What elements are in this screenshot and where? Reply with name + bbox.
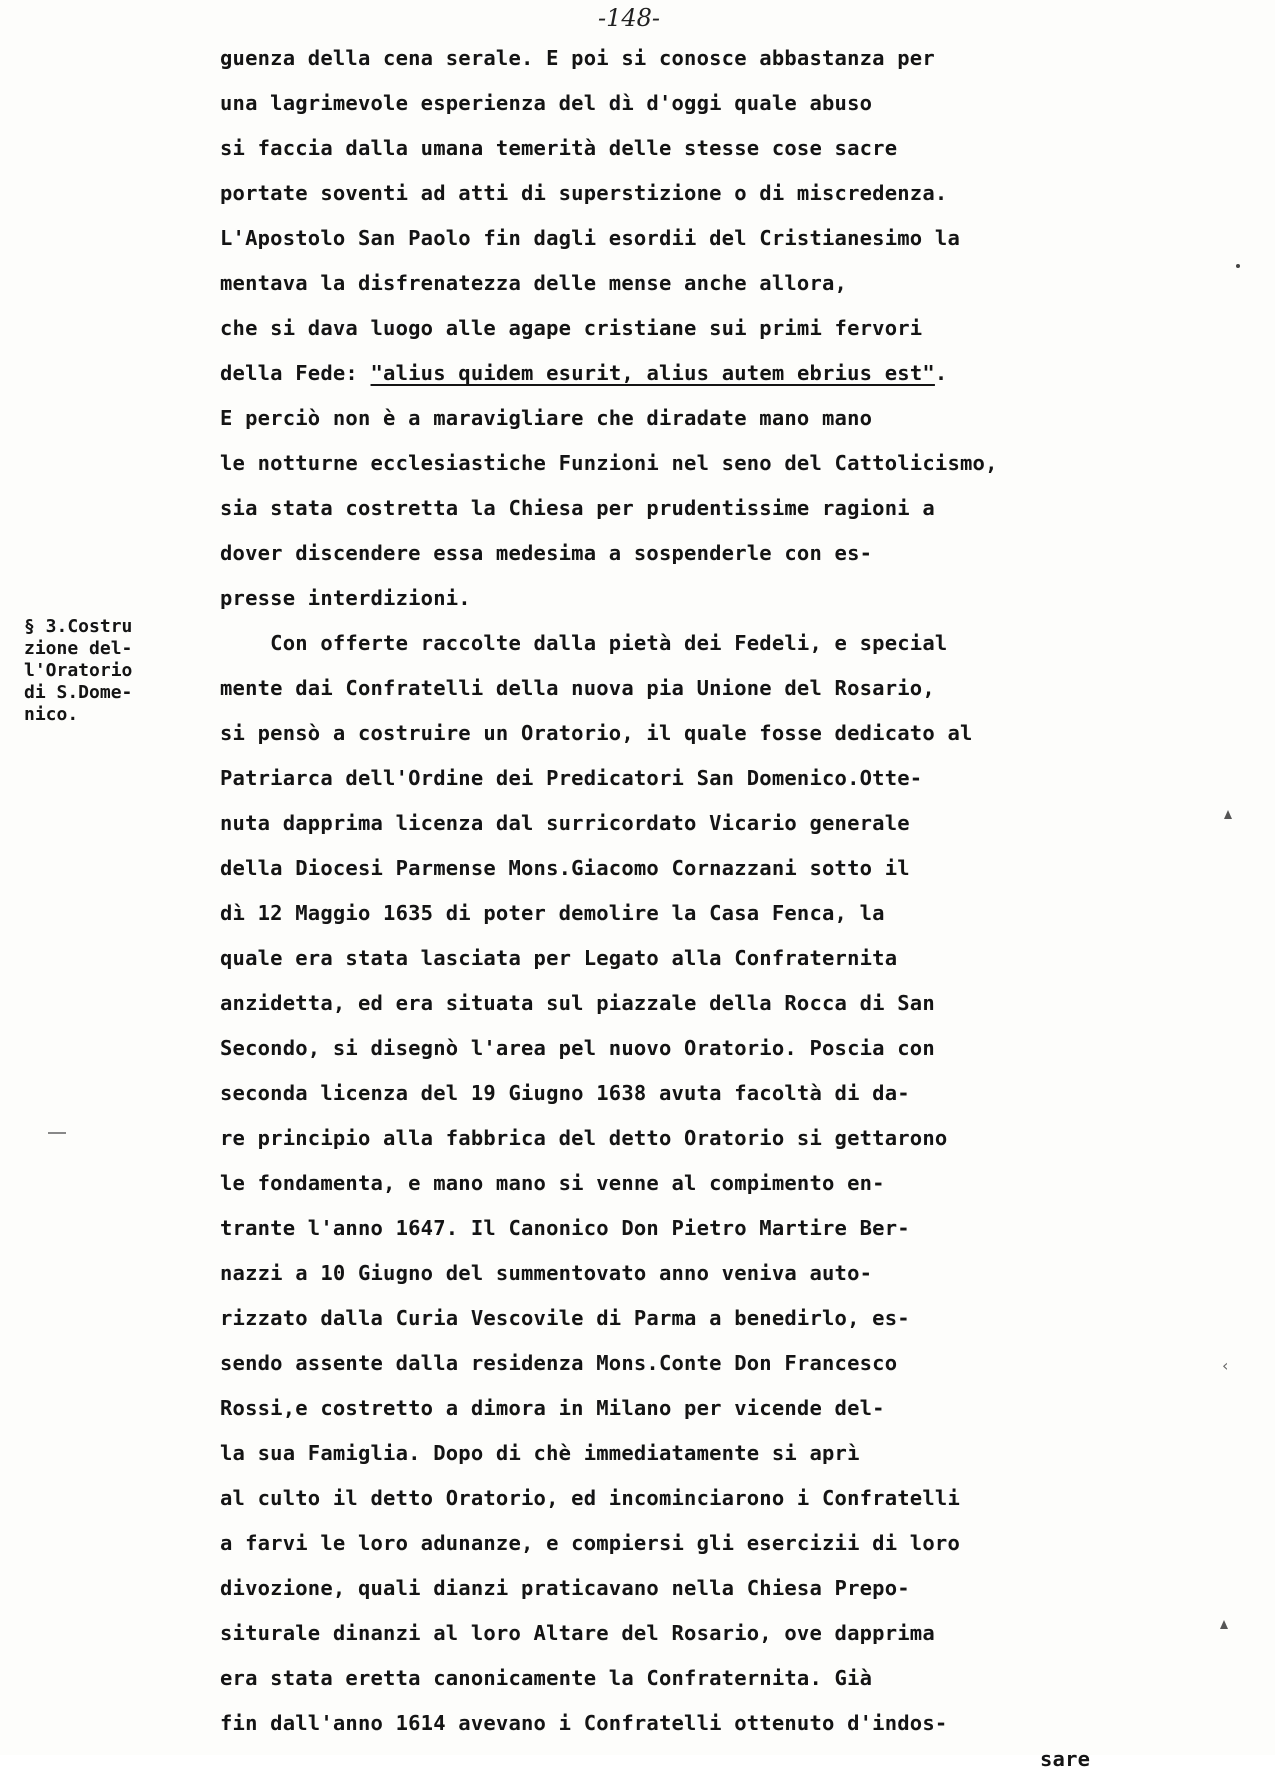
text-line: divozione, quali dianzi praticavano nella Chiesa Prepo-: [220, 1576, 910, 1600]
text-line: era stata eretta canonicamente la Confraternita. Già: [220, 1666, 873, 1690]
text-line: le fondamenta, e mano mano si venne al compimento en-: [220, 1171, 885, 1195]
page-number: -148-: [598, 4, 661, 32]
text-line: le notturne ecclesiastiche Funzioni nel seno del Cattolicismo,: [220, 451, 998, 475]
text-line: seconda licenza del 19 Giugno 1638 avuta facoltà di da-: [220, 1081, 910, 1105]
margin-note-line: l'Oratorio: [24, 660, 133, 681]
text-line: Rossi,e costretto a dimora in Milano per vicende del-: [220, 1396, 885, 1420]
text-line: presse interdizioni.: [220, 586, 471, 610]
text-line: nuta dapprima licenza dal surricordato Vicario generale: [220, 811, 910, 835]
text-line: fin dall'anno 1614 avevano i Confratelli ottenuto d'indos-: [220, 1711, 948, 1735]
text-line: mente dai Confratelli della nuova pia Unione del Rosario,: [220, 676, 935, 700]
text-line: si faccia dalla umana temerità delle stesse cose sacre: [220, 136, 898, 160]
text-line: dì 12 Maggio 1635 di poter demolire la Casa Fenca, la: [220, 901, 885, 925]
margin-note-line: § 3.Costru: [24, 616, 133, 637]
text-line-tail: .: [934, 361, 948, 385]
text-line: dover discendere essa medesima a sospenderle con es-: [220, 541, 873, 565]
margin-note: [24, 616, 214, 726]
text-line: mentava la disfrenatezza delle mense anche allora,: [220, 271, 848, 295]
text-line: Secondo, si disegnò l'area pel nuovo Oratorio. Poscia con: [220, 1036, 935, 1060]
text-line: della Diocesi Parmense Mons.Giacomo Cornazzani sotto il: [220, 856, 910, 880]
text-line: una lagrimevole esperienza del dì d'oggi quale abuso: [220, 91, 873, 115]
text-line: rizzato dalla Curia Vescovile di Parma a benedirlo, es-: [220, 1306, 910, 1330]
text-line: E perciò non è a maravigliare che diradate mano mano: [220, 406, 873, 430]
text-line-lead: della Fede:: [220, 361, 371, 385]
text-line: sendo assente dalla residenza Mons.Conte Don Francesco: [220, 1351, 898, 1375]
scan-speck: [1224, 810, 1232, 819]
margin-note-line: zione del-: [24, 638, 133, 659]
scan-speck: ‹: [1222, 1356, 1229, 1375]
text-line: anzidetta, ed era situata sul piazzale della Rocca di San: [220, 991, 935, 1015]
body-text: [220, 36, 1220, 1772]
catchword: sare: [1040, 1747, 1091, 1771]
text-line: guenza della cena serale. E poi si conosce abbastanza per: [220, 46, 935, 70]
text-line: sia stata costretta la Chiesa per prudentissime ragioni a: [220, 496, 935, 520]
text-line: L'Apostolo San Paolo fin dagli esordii del Cristianesimo la: [220, 226, 960, 250]
margin-note-line: nico.: [24, 704, 79, 725]
text-line: quale era stata lasciata per Legato alla Confraternita: [220, 946, 898, 970]
text-line: nazzi a 10 Giugno del summentovato anno veniva auto-: [220, 1261, 873, 1285]
text-line: trante l'anno 1647. Il Canonico Don Pietro Martire Ber-: [220, 1216, 910, 1240]
text-line: Con offerte raccolte dalla pietà dei Fedeli, e special: [220, 631, 948, 655]
text-line: a farvi le loro adunanze, e compiersi gli esercizii di loro: [220, 1531, 960, 1555]
text-line: che si dava luogo alle agape cristiane sui primi fervori: [220, 316, 923, 340]
text-line: portate soventi ad atti di superstizione o di miscredenza.: [220, 181, 948, 205]
text-line: si pensò a costruire un Oratorio, il quale fosse dedicato al: [220, 721, 973, 745]
text-line: siturale dinanzi al loro Altare del Rosario, ove dapprima: [220, 1621, 935, 1645]
text-line: la sua Famiglia. Dopo di chè immediatamente si aprì: [220, 1441, 860, 1465]
margin-note-line: di S.Dome-: [24, 682, 133, 703]
text-line: al culto il detto Oratorio, ed incominciarono i Confratelli: [220, 1486, 960, 1510]
text-line: re principio alla fabbrica del detto Oratorio si gettarono: [220, 1126, 948, 1150]
text-line: Patriarca dell'Ordine dei Predicatori San Domenico.Otte-: [220, 766, 923, 790]
scan-speck: [48, 1132, 66, 1134]
scan-speck: [1236, 264, 1240, 268]
text-line: [220, 351, 1220, 396]
latin-quotation: "alius quidem esurit, alius autem ebrius est": [370, 361, 935, 385]
scan-speck: [1220, 1620, 1228, 1629]
